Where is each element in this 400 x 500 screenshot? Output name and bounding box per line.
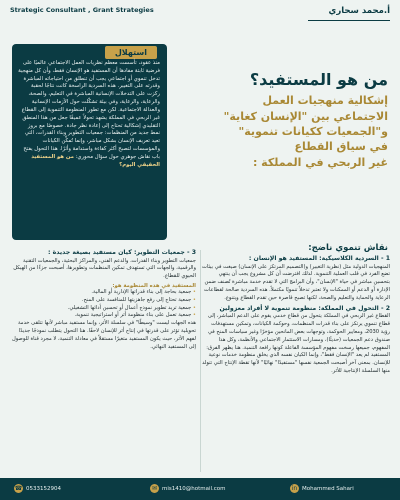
intro-question: من هو المستفيد الحقيقي اليوم؟: [31, 153, 160, 168]
section-3-title: 3 - جمعيات التطوير: كيان مستفيد بصيغة جديدة :: [48, 249, 196, 256]
subtitle-line: الاجتماعي بين "الإنسان كغاية": [223, 109, 388, 123]
right-column: [202, 253, 390, 376]
page-title: من هو المستفيد؟: [249, 70, 388, 89]
list-item: • جمعية بحاجة إلى بناء قدراتها الإدارية أو المالية.: [10, 289, 196, 297]
intro-label: استهلال: [105, 46, 157, 59]
section-2-title: 2 - التحول في المملكة: منظومة تنموية لا أفراد معزولين: [219, 304, 390, 312]
phone-icon: ☎: [14, 485, 23, 492]
header: [0, 0, 400, 30]
subtitle-line: و"الجمعيات ككيانات تنموية": [238, 124, 388, 138]
page-subtitle: [163, 93, 388, 170]
subtitle-line: إشكالية منهجيات العمل: [262, 94, 388, 108]
email-icon: ✉: [151, 485, 158, 492]
footer: [0, 478, 400, 500]
linkedin-name[interactable]: Mohammed Sahari: [302, 485, 354, 492]
footer-linkedin[interactable]: [290, 484, 354, 493]
points-heading: نقاش تنموي ناضج:: [308, 243, 388, 253]
footer-phone: [14, 484, 61, 493]
section-3-subheading: المستفيد في هذه المنظومة هو:: [112, 283, 196, 290]
section-2-text: القطاع غير الربحي في المملكة يتحول من قطاع خدمي يقوم على الدعم المباشر، إلى قطاع تنموي يرتكز على بناء قدرات المنظمات، وحوكمة الكيانات، وتمكين مستهدفات رؤية 2030، ومعايير الحوكمة، وتوجهات بعض المانحين مؤخرًا وغير سياسات المنح في صندوق دعم الجمعيات (حديثًا)، ومسارات الاستثمار الاجتماعي والأنظمة، وكل هذا المفهوم، جميعها رسخت مفهوم المؤسسة الفاعلة كونها رافعة التنمية. هنا يظهر الفرق: المستفيد لم يعد "الإنسان فقط"، وإنما الكيان نفسه الذي يخلق منظومة خدمات نوعية للإنسان. بمعنى آخر أصبحت الجمعية نفسها "مستفيدًا" نهائيًا" لأنها تقطة الإنتاج التي تتولد منها السلسلة الإنتاجية للأثر.: [202, 313, 390, 374]
footer-email[interactable]: [150, 484, 226, 493]
list-item: • جمعية تحتاج إلى رفع جاهزيتها للمنافسة على المنح.: [10, 297, 196, 305]
author-underline: [308, 20, 390, 21]
author-role: Strategic Consultant , Grant Strategies: [10, 6, 154, 14]
email-address[interactable]: mis1410@hotmail.com: [162, 485, 226, 492]
section-1-text: المنهجيات الدولية مثل (نظرية التغيير) و(التصميم المرتكز على الإنسان) صيغت في بيئات تضع الفرد في قلب العملية التنموية. لذلك افترضت أن كل مشروع يجب أن ينتهي بتحسين مباشر في حياة "الإنسان"، وأن البرامج التي لا تقدم خدمة مباشرة تُصنف ضمن الإدارة أو الدعم أو الممكنات ولا تعتبر تدخلاً تنمويًا مكتملاً. هذه السردية صالحة لقطاعات الرعاية والحماية والتعليم والصحة، لكنها تصبح قاصرة حين تقدم القطاع ويتنوع.: [202, 263, 390, 301]
list-item: • جمعية تعمل على بناء منظومة أثر أو استراتيجية تنموية.: [10, 312, 196, 320]
phone-number: 0533152904: [26, 485, 61, 492]
intro-panel: [12, 44, 167, 240]
column-divider: [200, 250, 201, 472]
subtitle-line: غير الربحي في المملكة :: [252, 155, 388, 169]
section-3-text: جمعيات التطوير وبناء القدرات، والدعم الفني، والمراكز البحثية، والجمعيات التقنية والرقمية، والجهات التي تستهدف تمكين المنظمات وتطويرها، أصبحت جزءًا من الهيكل الحيوي للقطاع.: [13, 257, 196, 280]
section-1-title: 1 - السردية الكلاسيكية: المستفيد هو الإنسان :: [248, 255, 390, 262]
subtitle-line: في سياق القطاع: [294, 140, 388, 154]
author-name: أ.محمد سحاري: [328, 6, 390, 16]
list-item: • جمعية تريد تطوير نموذج أعمال أو تحسين أدائها التشغيلي.: [10, 305, 196, 313]
title-block: [163, 70, 388, 170]
intro-text: [18, 60, 160, 170]
intro-body: منذ عقود، تأسست معظم نظريات العمل الاجتماعي عالميًا على فرضية ثابتة مفادها أن المستفيد هو الإنسان فقط، وأن كل منهجية تدخل تنموي أو اجتماعي يجب أن تنطلق من احتياجاته المباشرة وقدرته على التغيير. هذه السردية الراسخة كانت نتاجًا لحقبة ركزت على التدخلات الإنسانية المباشرة في التعليم، والصحة، والرعاية، والرعاية، وفي بيئة تشكّلت حول الأزمات الإنسانية والعدالة الاجتماعية. لكن مع تطور المنظومة التنموية إلى القطاع غير الربحي في المملكة يشهد تحولاً عميقًا جعل من هذا المنطق التقليدي إشكالية تحتاج إلى إعادة نظر جادة. خصوصًا مع بروز نمط جديد من المنظمات: جمعيات التطوير وبناء القدرات، التي تعيد تعريف الإنسان بشكل مباشر، وإنما تُمكِّن الكيانات والمؤسسات لتصبح أكثر كفاءة واستدامة وأثرًا. هذا التحول يفتح باب نقاش جوهري حول سؤال محوري:: [18, 60, 160, 160]
section-3-conclusion: هذه الجهات ليست "وسيطًا" في سلسلة الأثر، وإنما مستفيد مباشر لأنها تتلقى خدمة تحويلية تؤثر على قدرتها في إنتاج أثر للإنسان لاحقًا. هنا التحول يتطلب نموذجًا جديدًا لفهم الأثر، حيث يكون المستفيد متغيرًا مستقلاً في معادلة التنمية، لا مجرد قناة للوصول إلى المستفيد النهائي.: [11, 320, 196, 350]
linkedin-icon: in: [291, 485, 298, 492]
left-column: [10, 247, 196, 351]
